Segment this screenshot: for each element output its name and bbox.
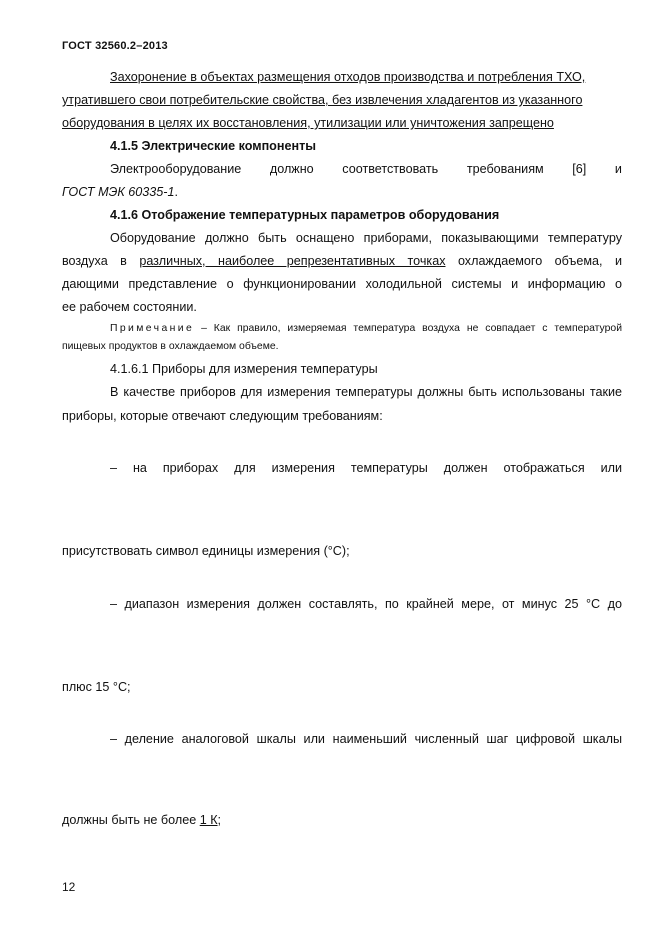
list-item-2-line2: плюс 15 °C;	[62, 680, 131, 694]
list-item-3-line2	[62, 810, 622, 830]
section-4-1-5-heading: 4.1.5 Электрические компоненты	[110, 139, 317, 153]
page-number: 12	[62, 880, 76, 894]
text: воздуха в	[62, 254, 140, 268]
disposal-line-1: Захоронение в объектах размещения отходов производства и потребления ТХО,	[110, 70, 586, 84]
section-4-1-6-para-line3: дающими представление о функционировании холодильной системы и информацию о	[62, 277, 622, 291]
word: Электрооборудование	[110, 162, 242, 176]
text: ;	[217, 813, 222, 827]
period: .	[174, 185, 178, 199]
word: соответствовать	[342, 162, 439, 176]
word: и	[614, 162, 622, 176]
word: [6]	[572, 162, 587, 176]
list-item-1-line2: присутствовать символ единицы измерения (°C);	[62, 544, 350, 558]
list-item-2-line1: – диапазон измерения должен составлять, по крайней мере, от минус 25 °C до	[110, 597, 622, 611]
section-4-1-6-para-line4: ее рабочем состоянии.	[62, 300, 197, 314]
text: должны быть не более	[62, 813, 200, 827]
standard-reference: ГОСТ МЭК 60335-1	[62, 185, 175, 199]
note-text: – Как правило, измеряемая температура воздуха не совпадает с температурой пищевых продуктов в охлаждаемом объеме.	[62, 323, 622, 352]
list-item-1-line1: – на приборах для измерения температуры должен отображаться или	[110, 461, 622, 475]
section-4-1-5-text-line2	[62, 182, 622, 202]
word: должно	[269, 162, 314, 176]
section-4-1-6-para-line1: Оборудование должно быть оснащено приборами, показывающими температуру	[110, 231, 622, 245]
note	[62, 320, 622, 356]
section-4-1-6-1-intro: В качестве приборов для измерения температуры должны быть использованы такие приборы, которые отвечают следующим требованиям:	[62, 385, 622, 423]
section-4-1-5-text-line1	[110, 159, 622, 179]
word: требованиям	[466, 162, 544, 176]
section-4-1-6-1-heading: 4.1.6.1 Приборы для измерения температуры	[110, 362, 378, 376]
document-code-header: ГОСТ 32560.2–2013	[62, 40, 168, 52]
section-4-1-6-heading: 4.1.6 Отображение температурных параметров оборудования	[110, 208, 500, 222]
disposal-line-2: утратившего свои потребительские свойства, без извлечения хладагентов из указанного	[62, 93, 583, 107]
underlined-text: 1 К	[199, 813, 218, 827]
section-4-1-6-para-line2	[62, 251, 622, 271]
disposal-line-3: оборудования в целях их восстановления, утилизации или уничтожения запрещено	[62, 116, 554, 130]
text: охлаждаемого объема, и	[445, 254, 622, 268]
underlined-text: различных, наиболее репрезентативных точках	[139, 254, 446, 268]
note-label: Примечание	[110, 323, 195, 334]
list-item-3-line1: – деление аналоговой шкалы или наименьший численный шаг цифровой шкалы	[110, 732, 622, 746]
